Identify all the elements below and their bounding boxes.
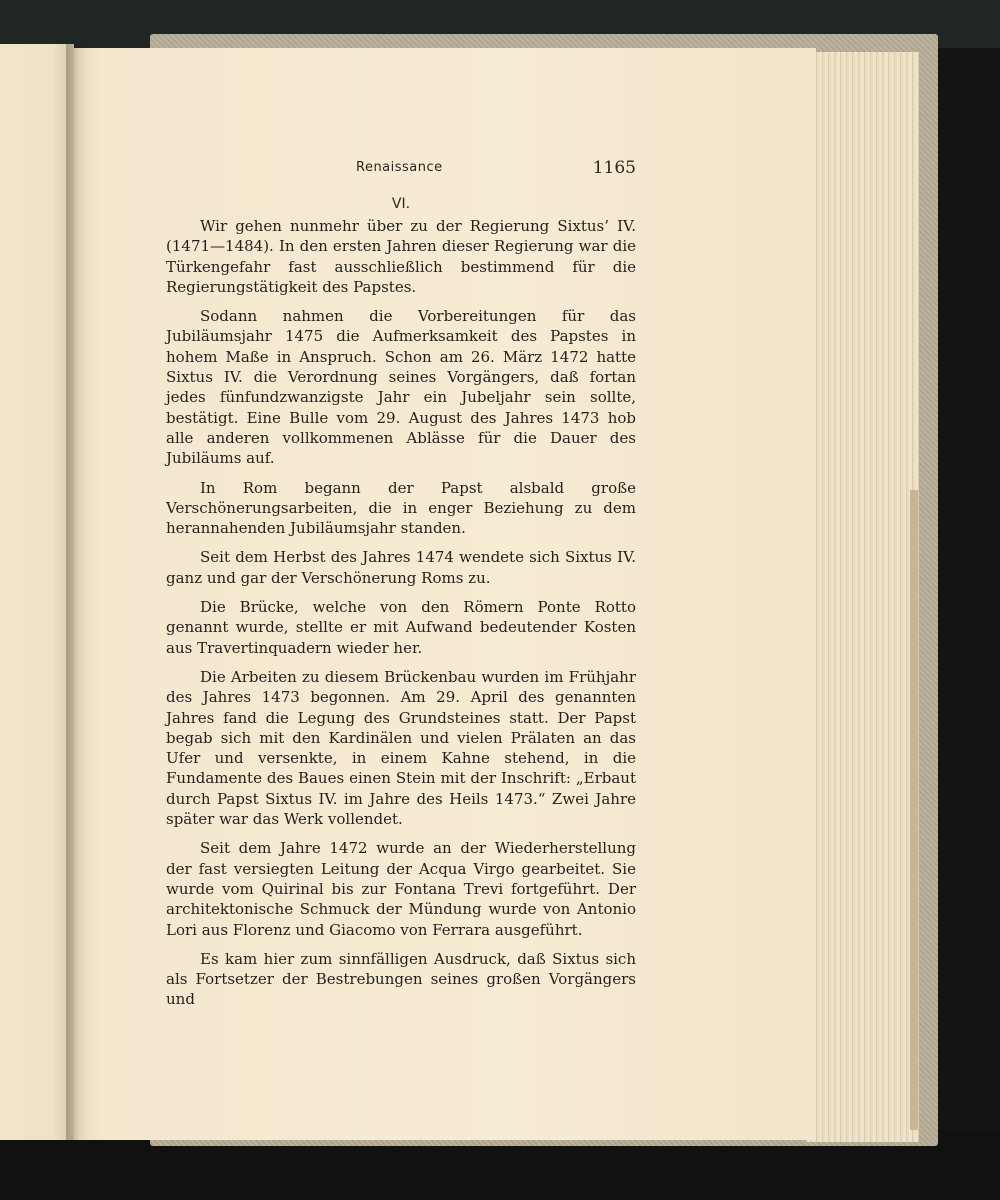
page-number: 1165 (592, 158, 636, 178)
body-text (166, 216, 636, 1019)
left-page (0, 44, 74, 1140)
paragraph: Die Arbeiten zu diesem Brückenbau wurden im Frühjahr des Jahres 1473 begonnen. Am 29. April des genannten Jahres fand die Legung des Grundsteines statt. Der Papst begab sich mit den Kardinälen und vielen Prälaten an das Ufer und versenkte, in einem Kahne stehend, in die Fundamente des Baues einen Stein mit der Inschrift: „Erbaut durch Papst Sixtus IV. im Jahre des Heils 1473.“ Zwei Jahre später war das Werk vollendet. (166, 667, 636, 829)
paragraph: Die Brücke, welche von den Römern Ponte Rotto genannt wurde, stellte er mit Aufwand bedeutender Kosten aus Travertinquadern wieder her. (166, 598, 636, 657)
paragraph: Wir gehen nunmehr über zu der Regierung Sixtus’ IV. (1471—1484). In den ersten Jahren dieser Regierung war die Türkengefahr fast ausschließlich bestimmend für die Regierungstätigkeit des Papstes. (166, 217, 636, 296)
paragraph: In Rom begann der Papst alsbald große Verschönerungsarbeiten, die in enger Beziehung zu dem herannahenden Jubiläumsjahr standen. (166, 478, 636, 538)
paragraph: Seit dem Jahre 1472 wurde an der Wiederherstellung der fast versiegten Leitung der Acqua Virgo gearbeitet. Sie wurde vom Quirinal bis zur Fontana Trevi fortgeführt. Der architektonische Schmuck der Mündung wurde von Antonio Lori aus Florenz und Giacomo von Ferrara ausgeführt. (166, 839, 636, 939)
paragraph: Sodann nahmen die Vorbereitungen für das Jubiläumsjahr 1475 die Aufmerksamkeit des Papstes in hohem Maße in Anspruch. Schon am 26. März 1472 hatte Sixtus IV. die Verordnung seines Vorgängers, daß fortan jedes fünfundzwanzigste Jahr ein Jubeljahr sein sollte, bestätigt. Eine Bulle vom 29. August des Jahres 1473 hob alle anderen vollkommenen Ablässe für die Dauer des Jubiläums auf. (166, 307, 636, 468)
page-header (166, 158, 636, 184)
book-gutter (66, 44, 88, 1140)
section-heading: VI. (391, 196, 411, 212)
running-title: Renaissance (356, 160, 443, 175)
paragraph: Es kam hier zum sinnfälligen Ausdruck, daß Sixtus sich als Fortsetzer der Bestrebungen seines großen Vorgängers und (166, 949, 636, 1009)
page-edge-marking (910, 490, 918, 1130)
page-edges (806, 52, 919, 1142)
paragraph: Seit dem Herbst des Jahres 1474 wendete sich Sixtus IV. ganz und gar der Verschönerung Roms zu. (166, 548, 636, 587)
